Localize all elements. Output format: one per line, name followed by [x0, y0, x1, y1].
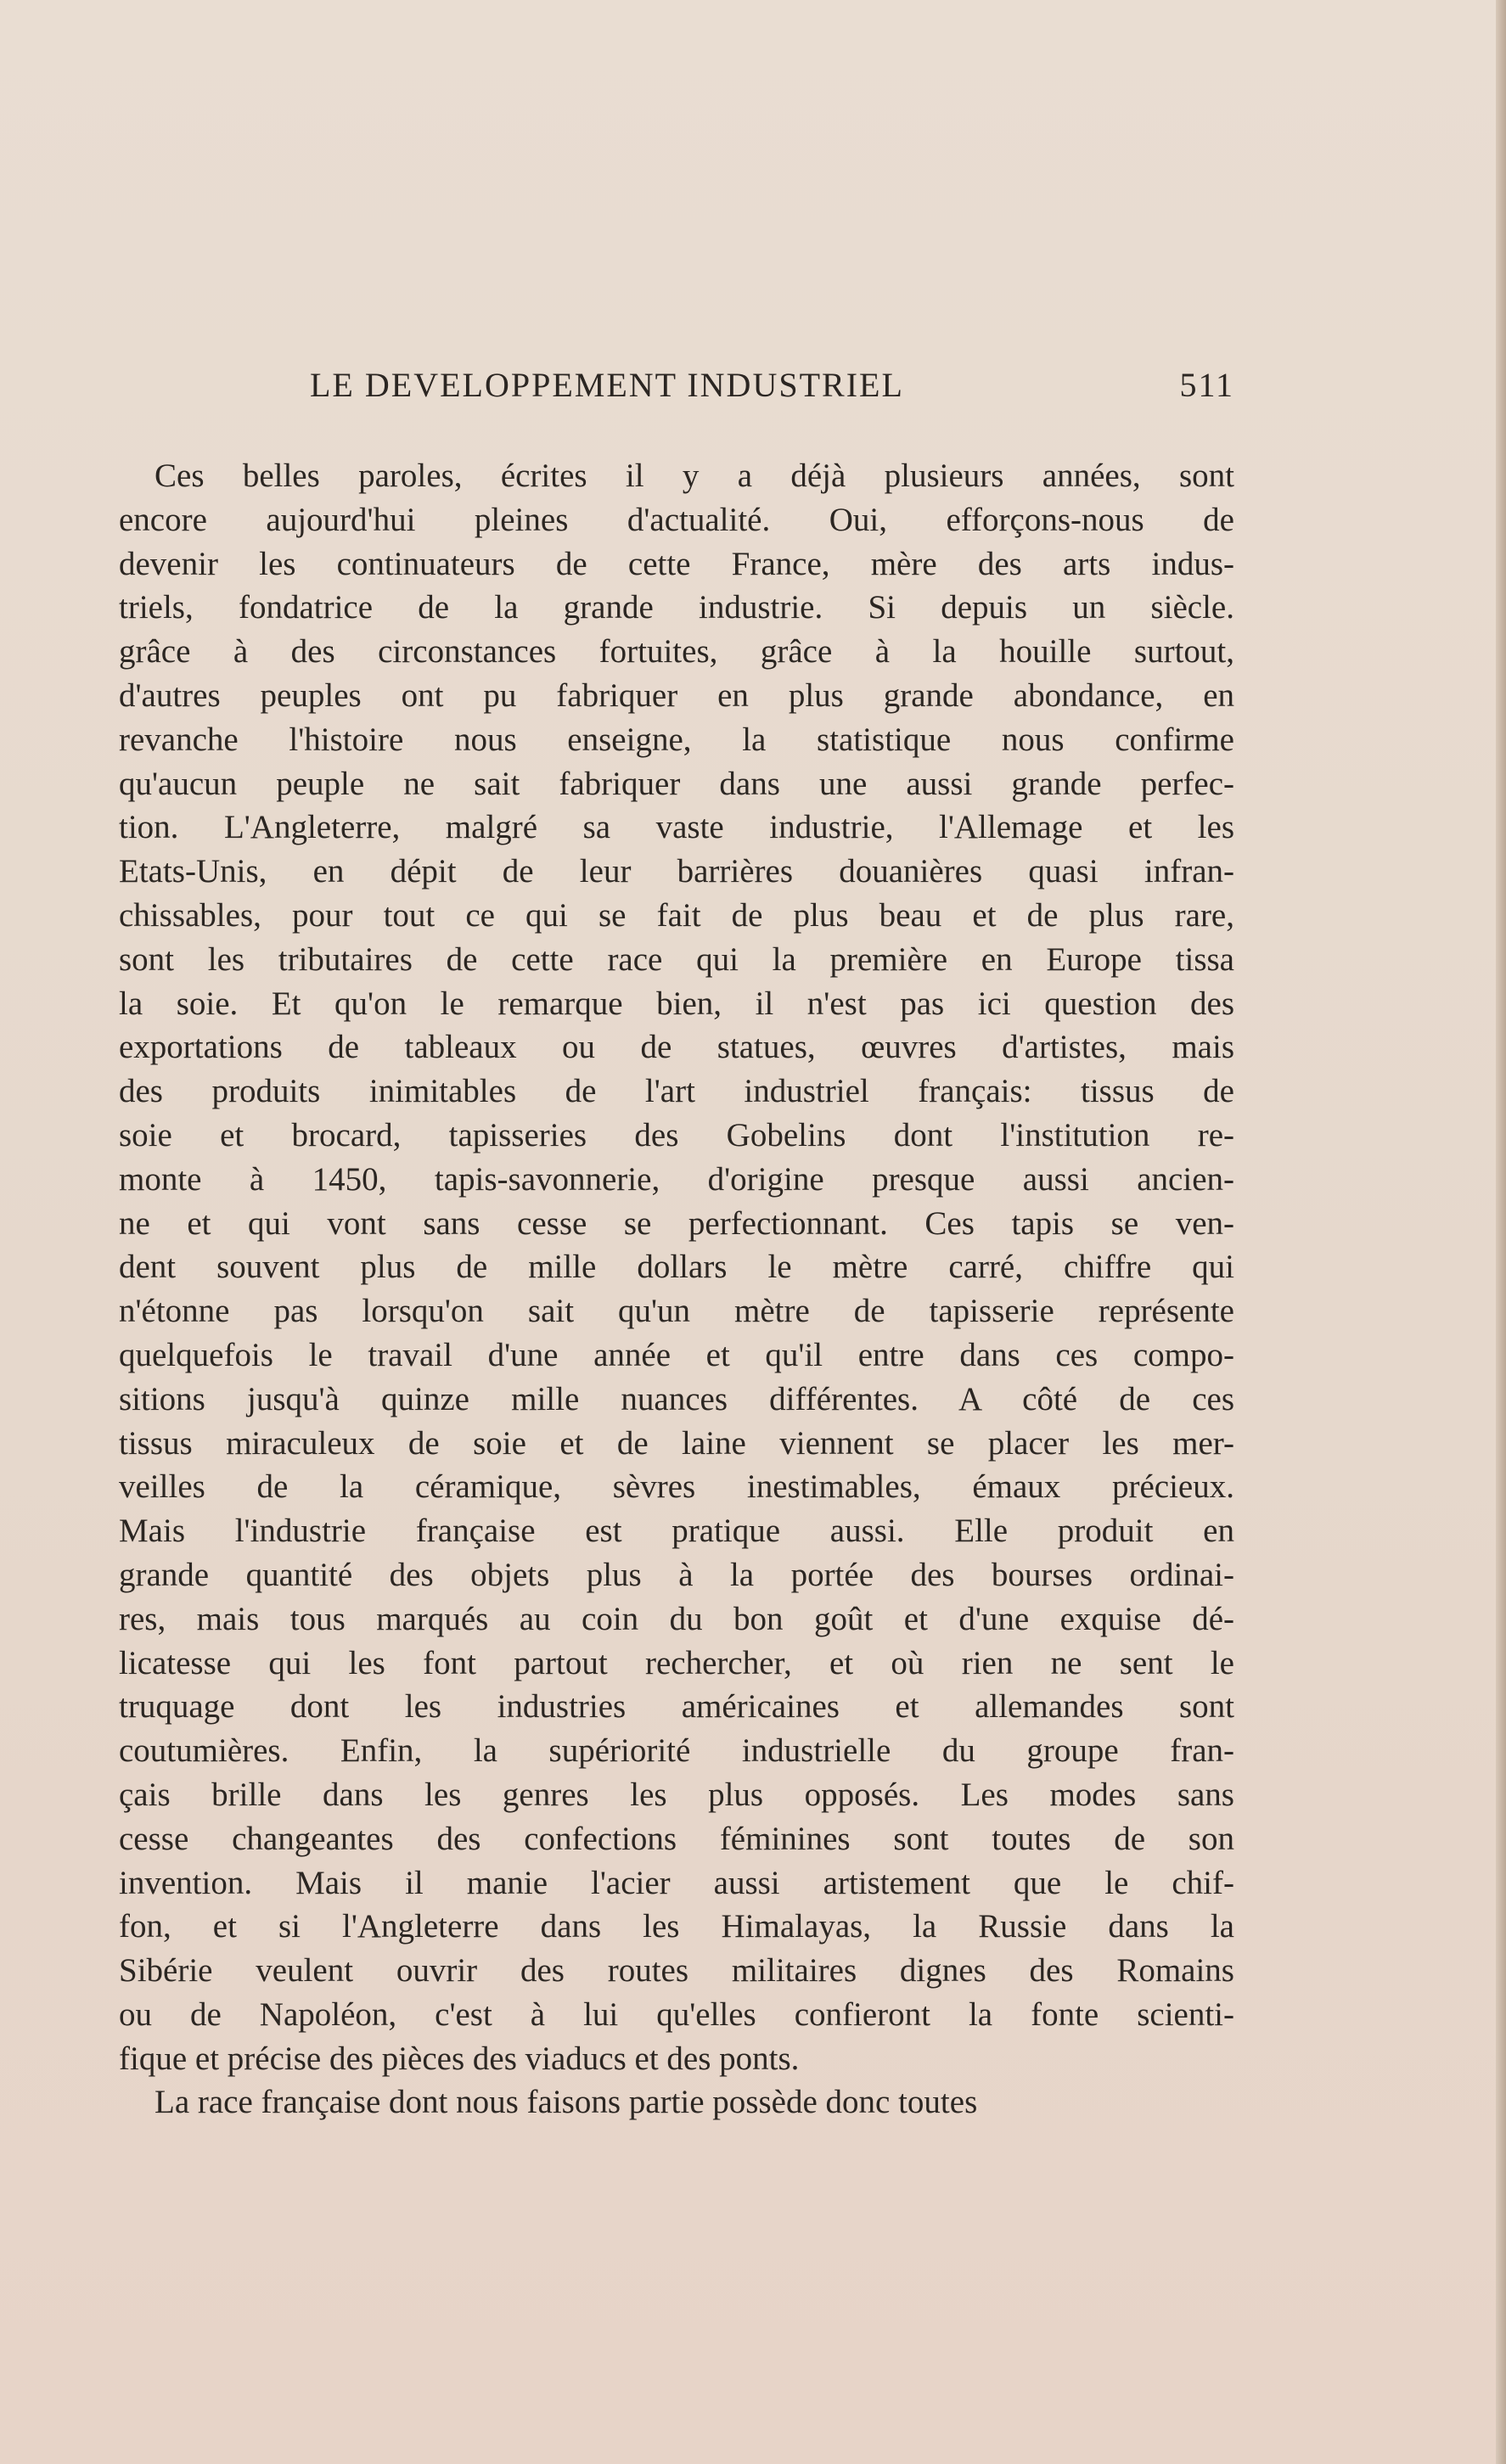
text-line: licatesse qui les font partout rechercher, et où rien ne sent le [119, 1644, 1234, 1681]
text-line: grâce à des circonstances fortuites, grâce à la houille surtout, [119, 633, 1234, 671]
text-line: quelquefois le travail d'une année et qu'il entre dans ces compo- [119, 1336, 1234, 1373]
text-line: tissus miraculeux de soie et de laine viennent se placer les mer- [119, 1424, 1234, 1462]
text-line: tion. L'Angleterre, malgré sa vaste industrie, l'Allemage et les [119, 809, 1234, 846]
text-line: invention. Mais il manie l'acier aussi artistement que le chif- [119, 1864, 1234, 1901]
text-line: des produits inimitables de l'art industriel français: tissus de [119, 1073, 1234, 1110]
text-line: encore aujourd'hui pleines d'actualité. Oui, efforçons-nous de [119, 501, 1234, 538]
text-line: sont les tributaires de cette race qui la première en Europe tissa [119, 940, 1234, 978]
text-line: dent souvent plus de mille dollars le mètre carré, chiffre qui [119, 1249, 1234, 1286]
running-title: LE DEVELOPPEMENT INDUSTRIEL [310, 366, 904, 404]
text-line: fique et précise des pièces des viaducs et des ponts. [119, 2040, 800, 2077]
body-text [119, 454, 1234, 2124]
text-line: fon, et si l'Angleterre dans les Himalayas, la Russie dans la [119, 1908, 1234, 1945]
text-line: chissables, pour tout ce qui se fait de plus beau et de plus rare, [119, 896, 1234, 934]
page-edge [1496, 0, 1506, 2464]
text-line: la soie. Et qu'on le remarque bien, il n'est pas ici question des [119, 985, 1234, 1022]
text-line: monte à 1450, tapis-savonnerie, d'origine presque aussi ancien- [119, 1160, 1234, 1198]
text-line: res, mais tous marqués au coin du bon goût et d'une exquise dé- [119, 1600, 1234, 1637]
text-line: grande quantité des objets plus à la portée des bourses ordinai- [119, 1556, 1234, 1593]
text-line: d'autres peuples ont pu fabriquer en plus grande abondance, en [119, 676, 1234, 714]
text-line: soie et brocard, tapisseries des Gobelins dont l'institution re- [119, 1116, 1234, 1153]
text-line: çais brille dans les genres les plus opposés. Les modes sans [119, 1776, 1234, 1813]
text-line: La race française dont nous faisons partie possède donc toutes [155, 2084, 978, 2121]
text-line: Etats-Unis, en dépit de leur barrières douanières quasi infran- [119, 853, 1234, 890]
text-line: ou de Napoléon, c'est à lui qu'elles confieront la fonte scienti- [119, 1995, 1234, 2033]
text-line: ne et qui vont sans cesse se perfectionnant. Ces tapis se ven- [119, 1204, 1234, 1242]
page-number: 511 [1179, 366, 1234, 404]
text-line: Ces belles paroles, écrites il y a déjà plusieurs années, sont [155, 457, 1234, 494]
text-line: Sibérie veulent ouvrir des routes militaires dignes des Romains [119, 1952, 1234, 1990]
text-line: devenir les continuateurs de cette France, mère des arts indus- [119, 545, 1234, 582]
text-line: n'étonne pas lorsqu'on sait qu'un mètre de tapisserie représente [119, 1293, 1234, 1330]
text-line: qu'aucun peuple ne sait fabriquer dans une aussi grande perfec- [119, 765, 1234, 802]
text-line: Mais l'industrie française est pratique aussi. Elle produit en [119, 1513, 1234, 1550]
text-line: cesse changeantes des confections féminines sont toutes de son [119, 1820, 1234, 1857]
page-header [119, 365, 1234, 416]
text-line: triels, fondatrice de la grande industrie. Si depuis un siècle. [119, 589, 1234, 626]
text-line: revanche l'histoire nous enseigne, la statistique nous confirme [119, 721, 1234, 758]
text-line: coutumières. Enfin, la supériorité industrielle du groupe fran- [119, 1732, 1234, 1770]
text-line: veilles de la céramique, sèvres inestimables, émaux précieux. [119, 1468, 1234, 1506]
text-line: exportations de tableaux ou de statues, œuvres d'artistes, mais [119, 1029, 1234, 1066]
text-line: truquage dont les industries américaines et allemandes sont [119, 1688, 1234, 1726]
text-line: sitions jusqu'à quinze mille nuances différentes. A côté de ces [119, 1380, 1234, 1417]
